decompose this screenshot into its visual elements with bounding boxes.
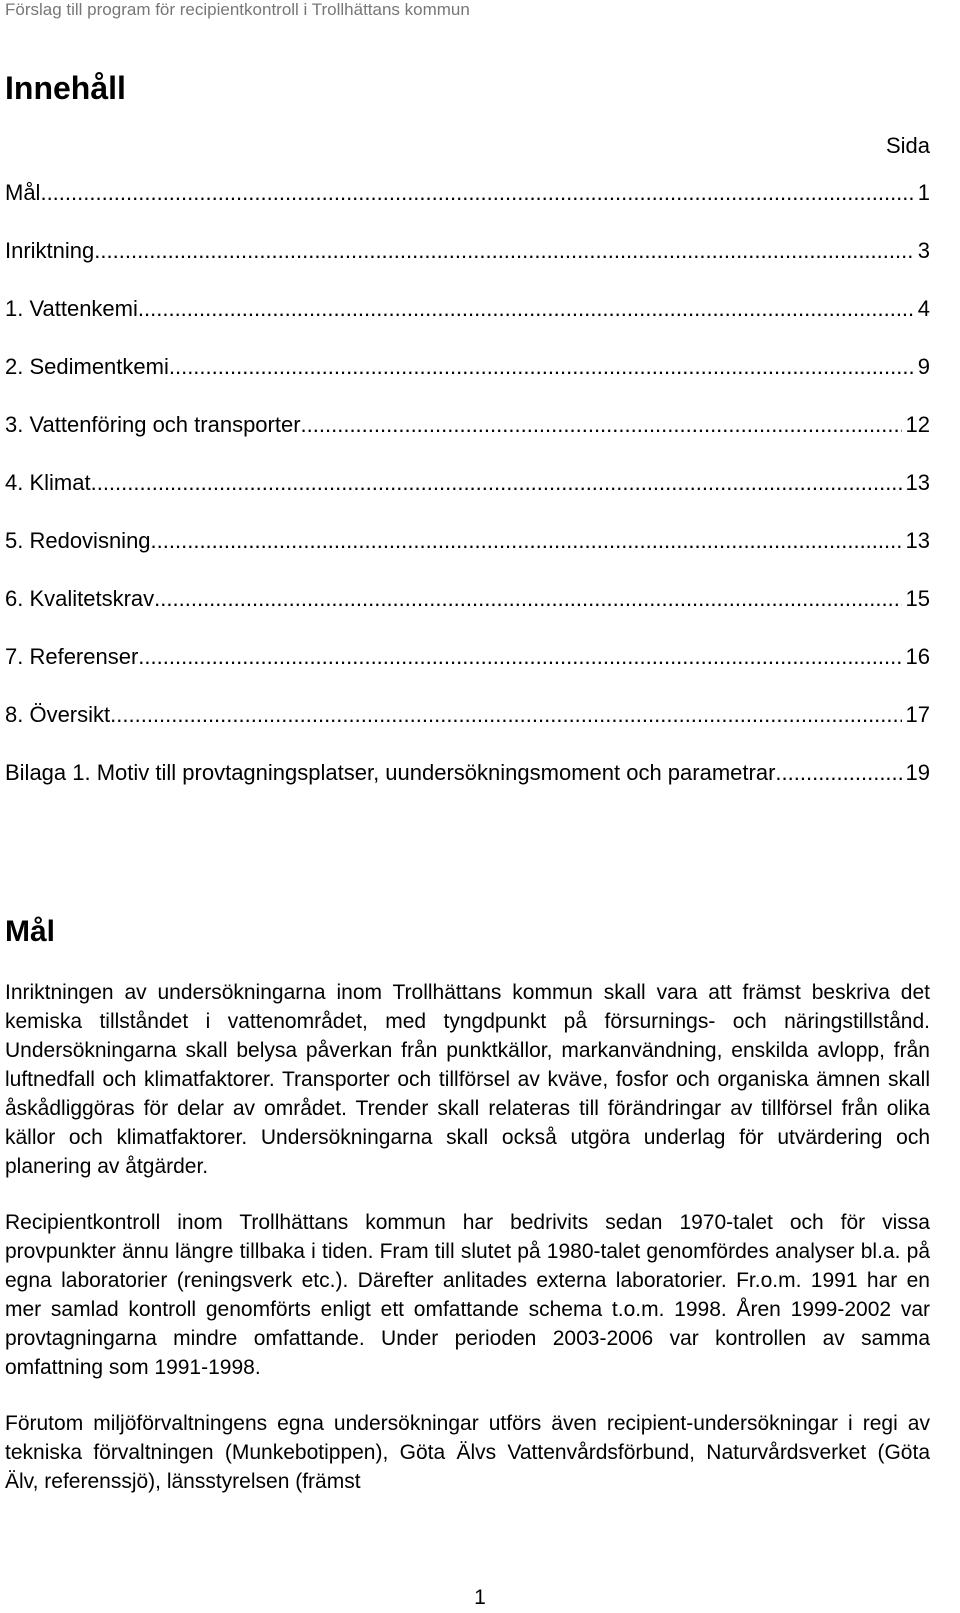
toc-entry[interactable]: [5, 586, 930, 644]
toc-entry-title: Bilaga 1. Motiv till provtagningsplatser, uundersökningsmoment och parametrar: [5, 760, 776, 785]
running-header: Förslag till program för recipientkontroll i Trollhättans kommun: [5, 0, 470, 19]
toc-entry-page: 12: [905, 412, 930, 437]
toc-leader-dots: [110, 702, 901, 728]
section-body: [5, 978, 930, 1523]
toc-heading: Innehåll: [5, 70, 126, 106]
toc-entry[interactable]: [5, 238, 930, 296]
toc-entry[interactable]: [5, 412, 930, 470]
section-heading: Mål: [5, 915, 56, 948]
toc-entry-page: 3: [917, 238, 930, 263]
toc-entry-title: 8. Översikt: [5, 702, 111, 727]
toc-entry-title: 2. Sedimentkemi: [5, 354, 169, 379]
toc-entry-page: 15: [905, 586, 930, 611]
toc-entry-page: 16: [905, 644, 930, 669]
toc-entry-title: 6. Kvalitetskrav: [5, 586, 155, 611]
toc-entry[interactable]: [5, 702, 930, 760]
toc-entry-title: 5. Redovisning: [5, 528, 151, 553]
toc-leader-dots: [154, 586, 901, 612]
toc-entry[interactable]: [5, 296, 930, 354]
body-paragraph: Recipientkontroll inom Trollhättans kommun har bedrivits sedan 1970-talet och för vissa provpunkter ännu längre tillbaka i tiden. Fram till slutet på 1980-talet genomfördes analyser bl.a. på egna laboratorier (reningsverk etc.). Därefter anlitades externa laboratorier. Fr.o.m. 1991 har en mer samlad kontroll genomförts enligt ett omfattande schema t.o.m. 1998. Åren 1999-2002 var provtagningarna mindre omfattande. Under perioden 2003-2006 var kontrollen av samma omfattning som 1991-1998.: [5, 1211, 930, 1379]
toc-leader-dots: [775, 760, 901, 786]
body-paragraph: Förutom miljöförvaltningens egna undersökningar utförs även recipient-undersökningar i regi av tekniska förvaltningen (Munkebotippen), Göta Älvs Vattenvårdsförbund, Naturvårdsverket (Göta Älv, referenssjö), länsstyrelsen (främst: [5, 1412, 930, 1493]
page-number: 1: [474, 1586, 486, 1609]
toc-leader-dots: [94, 238, 913, 264]
toc-entry[interactable]: [5, 528, 930, 586]
toc-leader-dots: [138, 644, 901, 670]
toc-leader-dots: [151, 528, 902, 554]
toc-entry[interactable]: [5, 644, 930, 702]
body-paragraph: Inriktningen av undersökningarna inom Trollhättans kommun skall vara att främst beskriva det kemiska tillståndet i vattenområdet, med tyngdpunkt på försurnings- och näringstillstånd. Undersökningarna skall belysa påverkan från punktkällor, markanvändning, enskilda avlopp, från luftnedfall och klimatfaktorer. Transporter och tillförsel av kväve, fosfor och organiska ämnen skall åskådliggöras för delar av området. Trender skall relateras till förändringar av tillförsel från olika källor och klimatfaktorer. Undersökningarna skall också utgöra underlag för utvärdering och planering av åtgärder.: [5, 981, 930, 1178]
toc-leader-dots: [138, 296, 914, 322]
toc-entry-title: 7. Referenser: [5, 644, 139, 669]
toc-entry-page: 1: [917, 180, 930, 205]
toc-entry-title: Mål: [5, 180, 41, 205]
toc-entry-title: 1. Vattenkemi: [5, 296, 138, 321]
toc-entry[interactable]: [5, 760, 930, 818]
toc-entry-page: 19: [905, 760, 930, 785]
toc-entry-page: 13: [905, 528, 930, 553]
toc-leader-dots: [40, 180, 913, 206]
toc-entry-page: 4: [917, 296, 930, 321]
toc-entry-title: Inriktning: [5, 238, 95, 263]
toc-entry-title: 3. Vattenföring och transporter: [5, 412, 301, 437]
toc-entry-page: 9: [917, 354, 930, 379]
toc-page-column-label: Sida: [885, 133, 930, 158]
table-of-contents: [5, 180, 930, 818]
toc-entry[interactable]: [5, 180, 930, 238]
toc-leader-dots: [301, 412, 902, 438]
toc-entry[interactable]: [5, 470, 930, 528]
toc-entry-page: 17: [905, 702, 930, 727]
toc-leader-dots: [91, 470, 902, 496]
toc-leader-dots: [169, 354, 914, 380]
toc-entry-page: 13: [905, 470, 930, 495]
toc-entry-title: 4. Klimat: [5, 470, 91, 495]
toc-entry[interactable]: [5, 354, 930, 412]
